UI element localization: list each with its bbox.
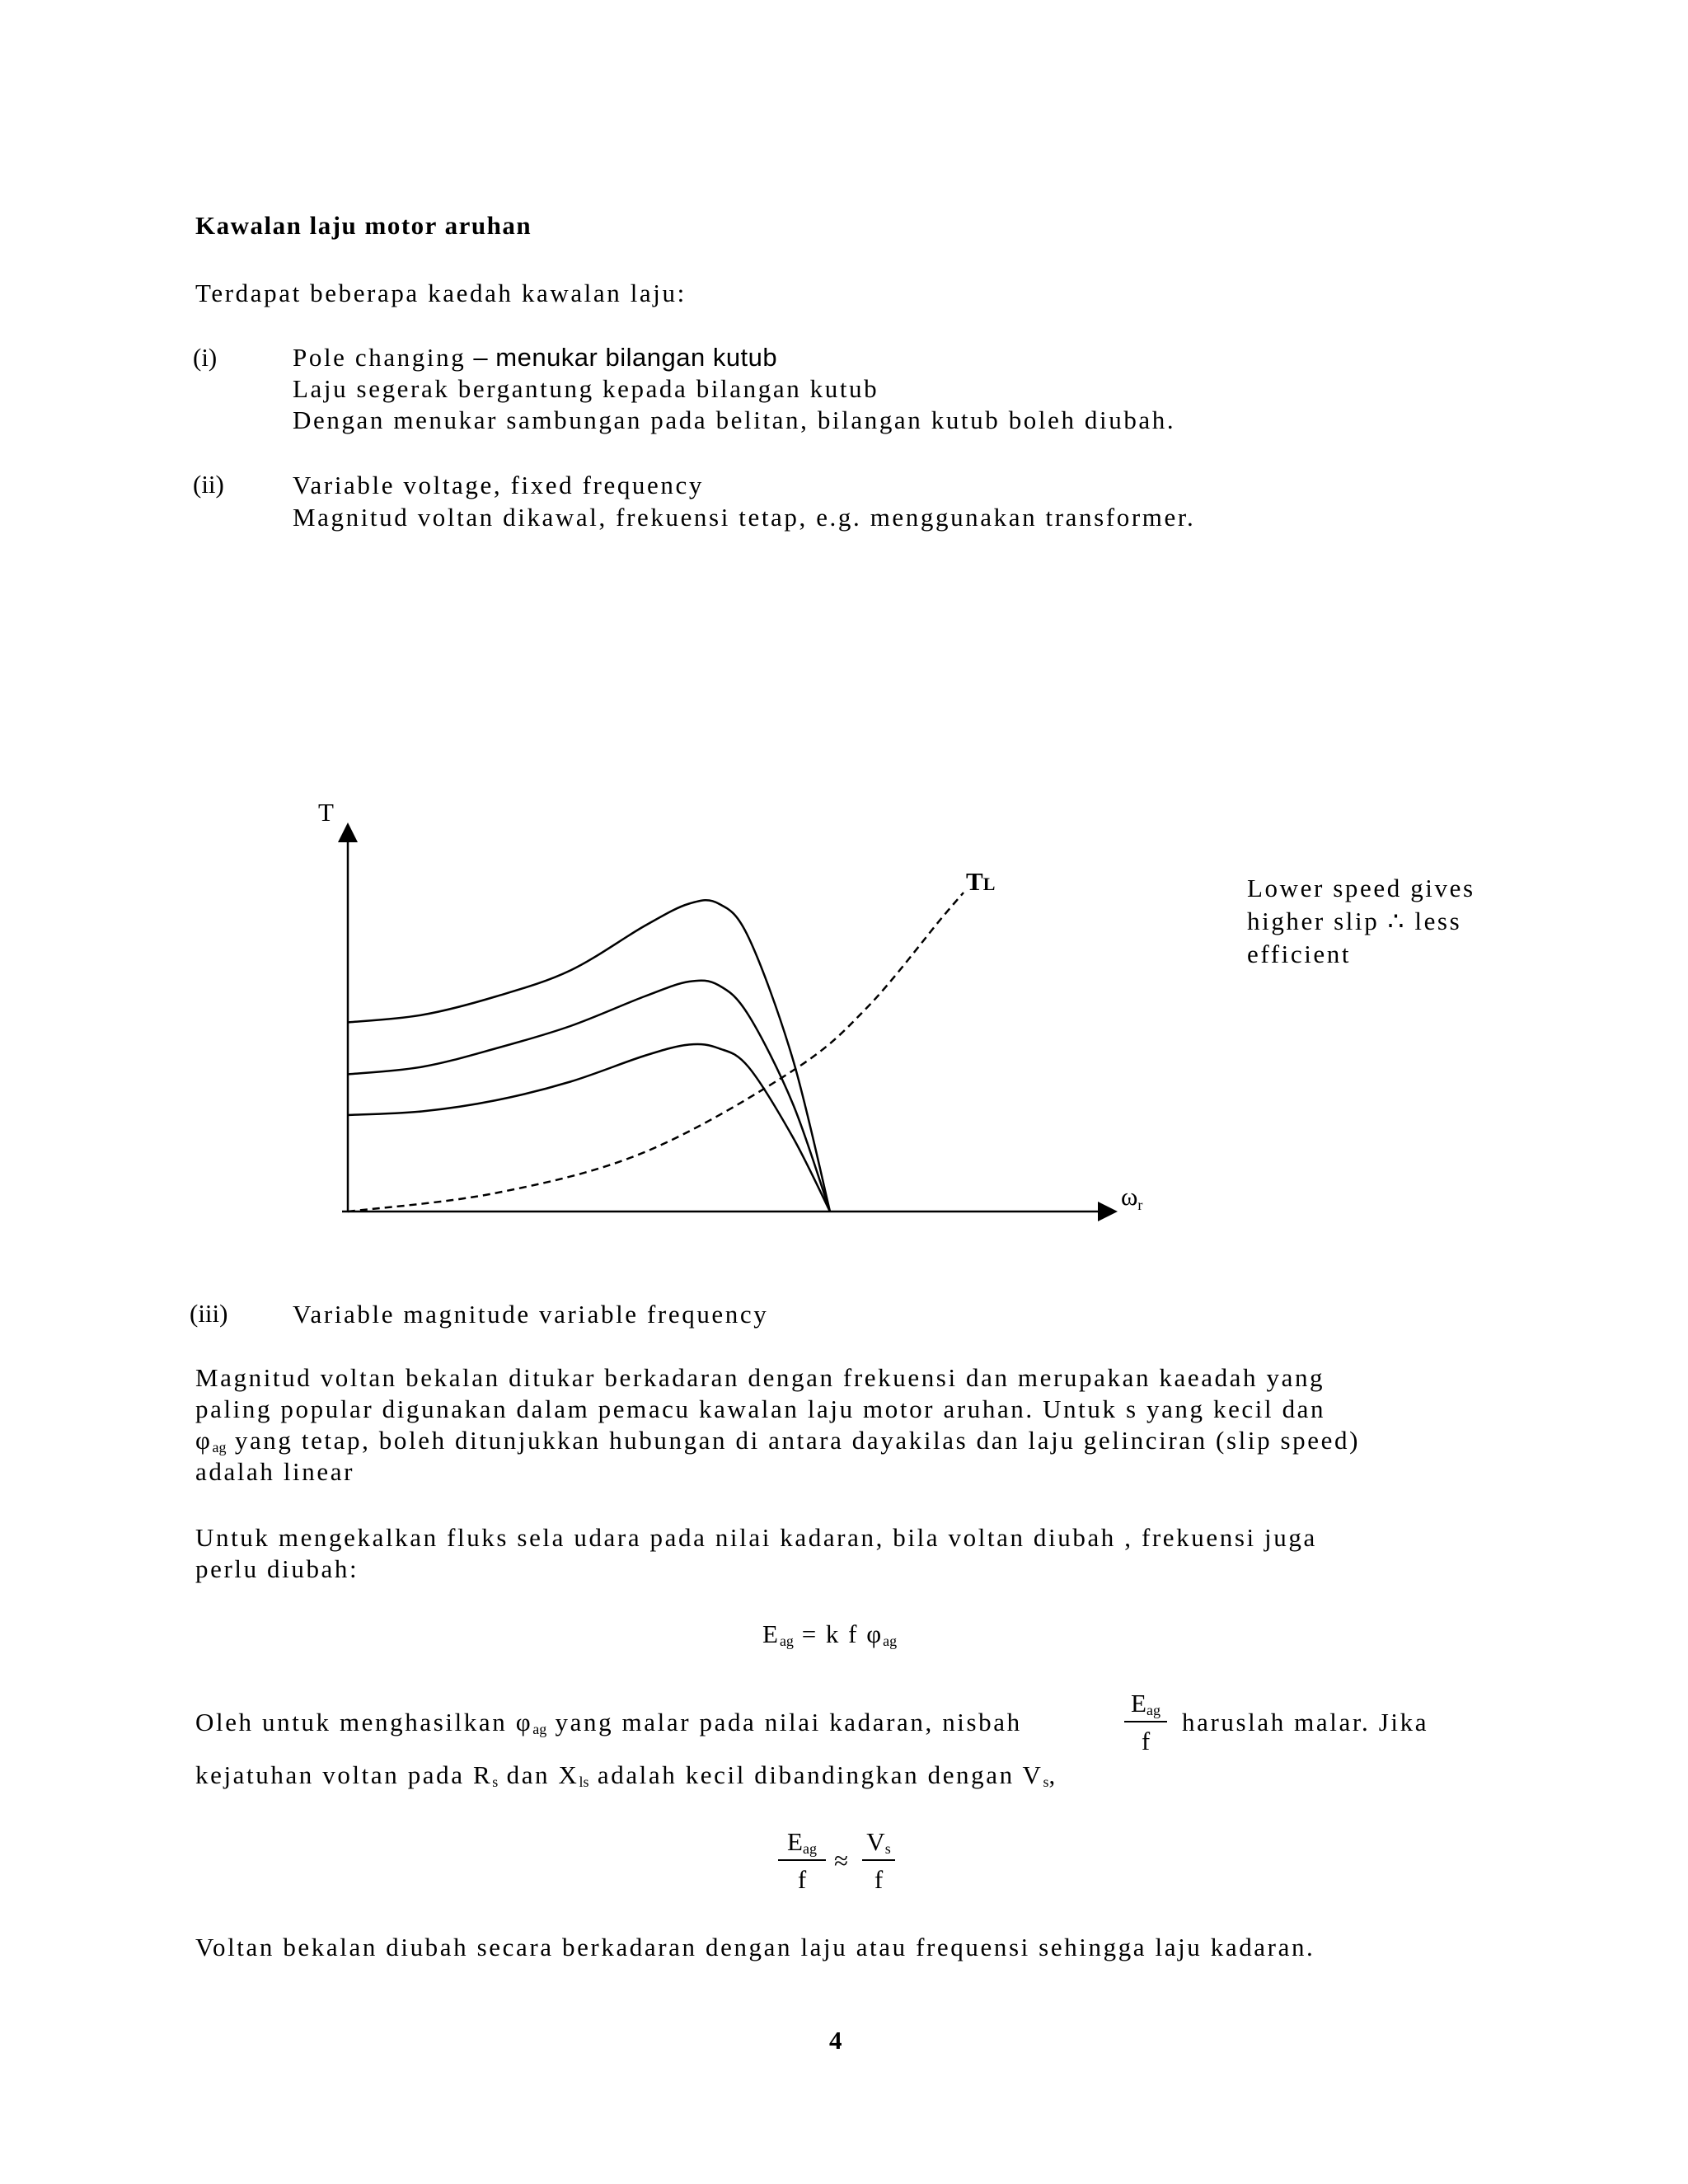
eq2-left-num-sub: ag xyxy=(802,1840,817,1857)
torque-speed-chart xyxy=(297,791,1203,1236)
ratio-fraction xyxy=(1124,1688,1167,1757)
phi-sub: ag xyxy=(212,1439,227,1455)
torque-curve-3 xyxy=(348,1044,830,1212)
tl-label-t: T xyxy=(966,867,983,896)
item-title-i-b: – menukar bilangan kutub xyxy=(466,343,778,372)
x-axis-label-sub: r xyxy=(1137,1197,1143,1213)
para3-c: haruslah malar. Jika xyxy=(1182,1708,1429,1736)
eq2-left-den: f xyxy=(797,1865,807,1894)
para3-a: Oleh untuk menghasilkan xyxy=(195,1708,516,1736)
x-axis-label-omega: ω xyxy=(1121,1182,1138,1211)
para2-line1: Untuk mengekalkan fluks sela udara pada nilai kadaran, bila voltan diubah , frekuensi juga xyxy=(195,1523,1317,1552)
para1-line4: adalah linear xyxy=(195,1457,355,1486)
item-title-ii: Variable voltage, fixed frequency xyxy=(293,471,704,499)
fraction-bar xyxy=(778,1859,826,1861)
eq2-left-num-e: E xyxy=(787,1827,803,1856)
eq2-right-fraction xyxy=(862,1826,895,1896)
p3l2-x-sub: ls xyxy=(579,1774,589,1790)
eq1-e-sub: ag xyxy=(779,1633,794,1649)
para1-line3-text: yang tetap, boleh ditunjukkan hubungan di antara dayakilas dan laju gelinciran (slip speed) xyxy=(226,1426,1361,1455)
ratio-num-sub: ag xyxy=(1146,1702,1160,1718)
item-line-i-1: Laju segerak bergantung kepada bilangan kutub xyxy=(293,374,879,403)
para1-line3 xyxy=(195,1424,1360,1457)
p3l2-r-sub: s xyxy=(492,1774,499,1790)
y-axis-label: T xyxy=(318,798,334,827)
fraction-bar xyxy=(862,1859,895,1861)
item-marker-i: (i) xyxy=(193,343,218,372)
eq2-right-num xyxy=(866,1826,890,1858)
chart-annotation: Lower speed gives higher slip ∴ less efficient xyxy=(1247,874,1475,968)
para3-phi-sub: ag xyxy=(532,1721,547,1737)
para3-line1 xyxy=(195,1706,1022,1739)
para3-line2 xyxy=(195,1759,1057,1792)
item-title-i-a: Pole changing xyxy=(293,343,467,372)
item-title-i xyxy=(293,341,777,374)
ratio-numerator xyxy=(1131,1688,1160,1719)
item-title-iii: Variable magnitude variable frequency xyxy=(293,1300,769,1329)
tl-label-sub: L xyxy=(982,874,996,894)
item-marker-iii: (iii) xyxy=(190,1299,228,1328)
page-number: 4 xyxy=(829,2026,842,2055)
para1-line2: paling popular digunakan dalam pemacu kawalan laju motor aruhan. Untuk s yang kecil dan xyxy=(195,1394,1326,1423)
page-title: Kawalan laju motor aruhan xyxy=(195,211,532,240)
equation-eag xyxy=(762,1619,897,1649)
intro-text: Terdapat beberapa kaedah kawalan laju: xyxy=(195,279,687,307)
p3l2-d: , xyxy=(1048,1760,1057,1789)
item-line-i-2: Dengan menukar sambungan pada belitan, bilangan kutub boleh diubah. xyxy=(293,405,1176,434)
fraction-bar xyxy=(1124,1721,1167,1722)
eq1-phi-sub: ag xyxy=(883,1633,898,1649)
ratio-denominator: f xyxy=(1141,1727,1151,1755)
p3l2-b: dan X xyxy=(498,1760,579,1789)
eq1-e: E xyxy=(762,1619,780,1648)
ratio-num-e: E xyxy=(1131,1689,1146,1718)
eq2-right-den: f xyxy=(874,1865,884,1894)
eq1-mid: = k f xyxy=(793,1619,867,1648)
eq2-right-num-v: V xyxy=(866,1827,885,1856)
para1-line1: Magnitud voltan bekalan ditukar berkadaran dengan frekuensi dan merupakan kaeadah yang xyxy=(195,1363,1325,1392)
x-axis-arrowhead xyxy=(1098,1202,1118,1221)
approx-symbol: ≈ xyxy=(834,1846,851,1875)
p3l2-v-sub: s xyxy=(1043,1774,1049,1790)
tl-label xyxy=(966,867,995,896)
para3-b: yang malar pada nilai kadaran, nisbah xyxy=(546,1708,1022,1736)
p3l2-c: adalah kecil dibandingkan dengan V xyxy=(588,1760,1043,1789)
eq1-phi: φ xyxy=(866,1619,884,1648)
phi-symbol: φ xyxy=(195,1426,213,1455)
final-line: Voltan bekalan diubah secara berkadaran dengan laju atau frequensi sehingga laju kadaran. xyxy=(195,1933,1315,1961)
eq2-right-num-sub: s xyxy=(884,1840,891,1857)
y-axis-arrowhead xyxy=(338,823,358,842)
para2-line2: perlu diubah: xyxy=(195,1554,359,1583)
curve-group xyxy=(348,893,964,1212)
torque-curve-1 xyxy=(348,900,830,1212)
eq2-left-fraction xyxy=(778,1826,826,1896)
x-axis-label xyxy=(1121,1182,1142,1213)
p3l2-a: kejatuhan voltan pada R xyxy=(195,1760,493,1789)
eq2-left-num xyxy=(787,1826,817,1858)
item-line-ii-1: Magnitud voltan dikawal, frekuensi tetap, e.g. menggunakan transformer. xyxy=(293,503,1196,532)
item-marker-ii: (ii) xyxy=(193,470,224,499)
para3-phi: φ xyxy=(515,1708,533,1736)
